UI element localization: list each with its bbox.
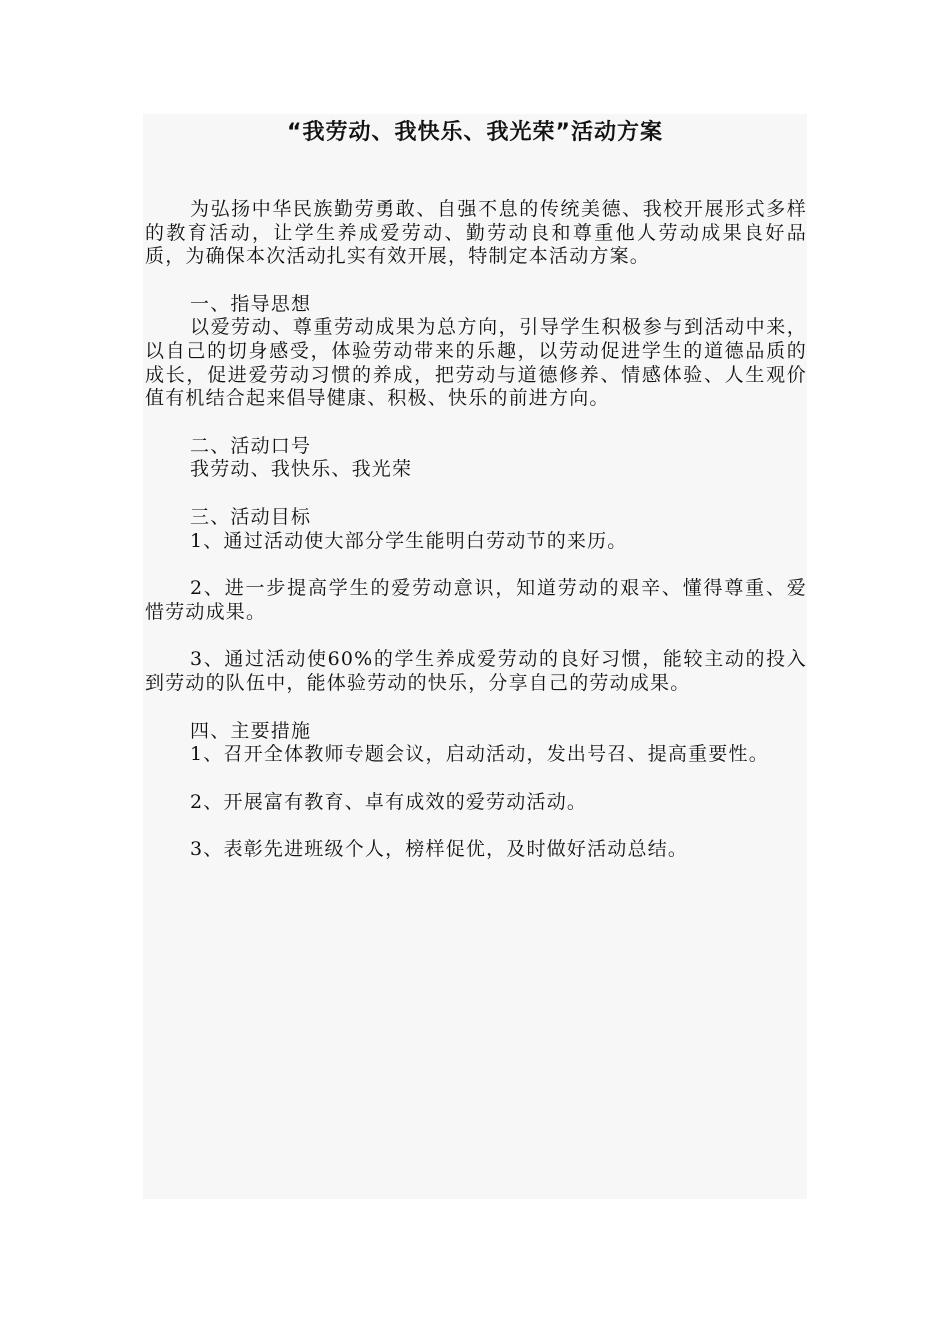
section-text-guiding: 以爱劳动、尊重劳动成果为总方向，引导学生积极参与到活动中来，以自己的切身感受，体验劳动带来的乐趣，以劳动促进学生的道德品质的成长，促进爱劳动习惯的养成，把劳动与道德修养、情感体验、人生观价值有机结合起来倡导健康、积极、快乐的前进方向。: [145, 316, 807, 410]
goal-item: 3、通过活动使60%的学生养成爱劳动的良好习惯，能较主动的投入到劳动的队伍中，能体验劳动的快乐，分享自己的劳动成果。: [145, 648, 807, 694]
section-heading-guiding: 一、指导思想: [190, 292, 312, 315]
measure-item: 1、召开全体教师专题会议，启动活动，发出号召、提高重要性。: [190, 743, 769, 766]
section-heading-goals: 三、活动目标: [190, 505, 312, 528]
measure-item: 2、开展富有教育、卓有成效的爱劳动活动。: [190, 790, 588, 813]
section-heading-slogan: 二、活动口号: [190, 434, 312, 457]
intro-paragraph: 为弘扬中华民族勤劳勇敢、自强不息的传统美德、我校开展形式多样的教育活动，让学生养成爱劳动、勤劳动良和尊重他人劳动成果良好品质，为确保本次活动扎实有效开展，特制定本活动方案。: [145, 198, 807, 268]
document-body: [145, 198, 807, 862]
section-heading-measures: 四、主要措施: [190, 719, 312, 742]
goal-item: 1、通过活动使大部分学生能明白劳动节的来历。: [190, 529, 628, 552]
section-text-slogan: 我劳动、我快乐、我光荣: [190, 458, 413, 481]
document-page: [143, 114, 807, 1199]
goal-item: 2、进一步提高学生的爱劳动意识，知道劳动的艰辛、懂得尊重、爱惜劳动成果。: [145, 577, 807, 623]
document-title: “我劳动、我快乐、我光荣”活动方案: [287, 120, 663, 145]
measure-item: 3、表彰先进班级个人，榜样促优，及时做好活动总结。: [190, 838, 689, 861]
